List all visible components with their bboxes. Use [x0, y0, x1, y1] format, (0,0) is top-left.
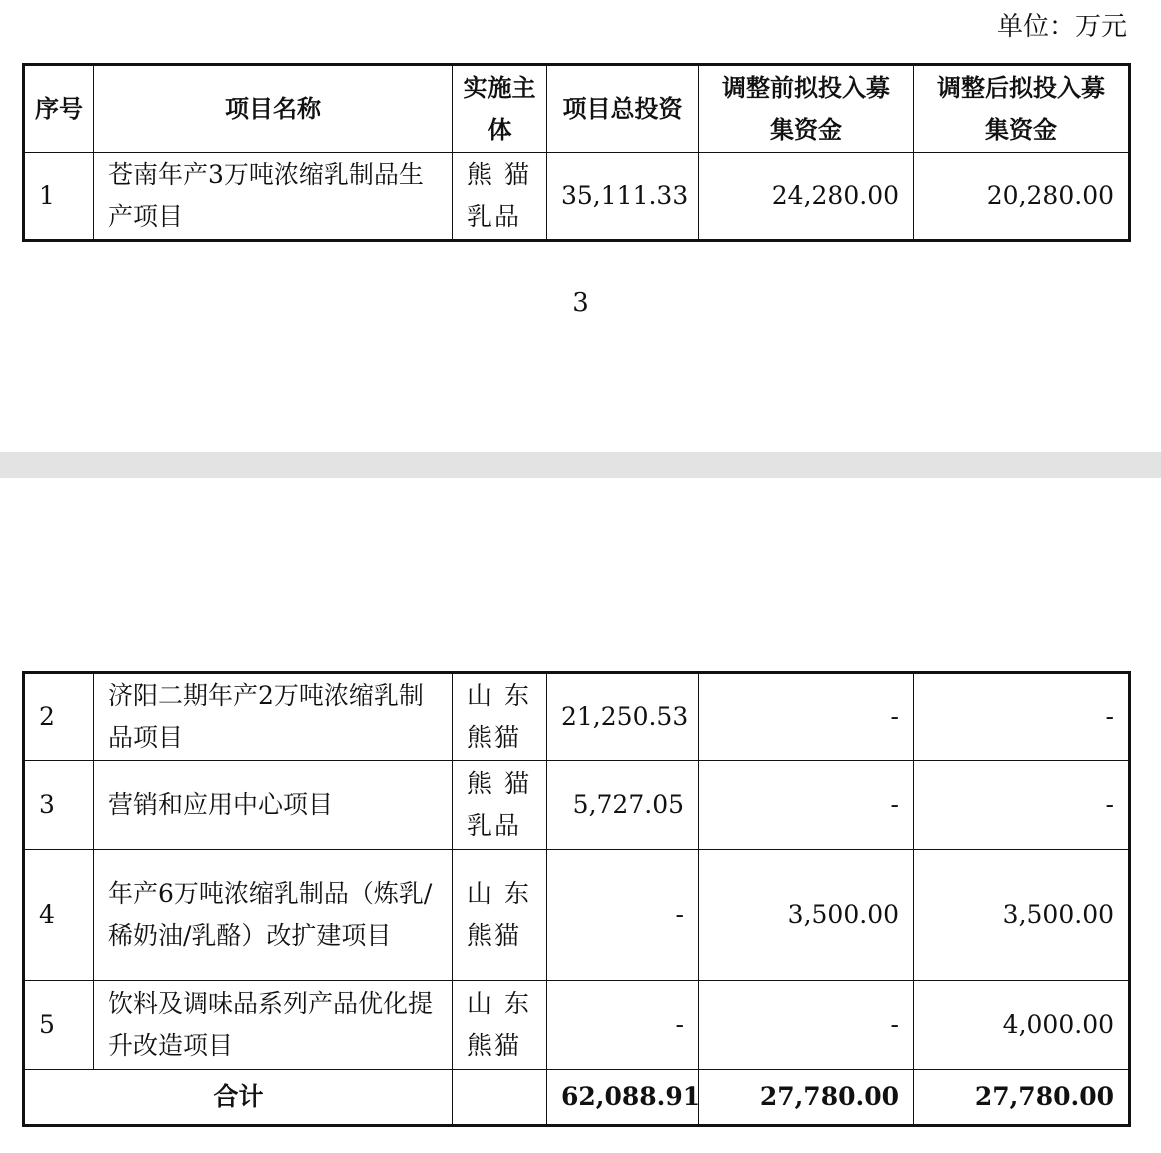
header-after: 调整后拟投入募集资金 — [914, 65, 1130, 153]
row-total: - — [547, 981, 699, 1070]
page-number: 3 — [572, 288, 589, 318]
row-seq: 3 — [24, 761, 94, 850]
total-before: 27,780.00 — [699, 1070, 914, 1126]
table-row — [24, 761, 1130, 850]
row-before: - — [699, 981, 914, 1070]
total-row — [24, 1070, 1130, 1126]
row-entity: 熊 猫 乳品 — [453, 153, 547, 241]
row-name: 苍南年产3万吨浓缩乳制品生产项目 — [94, 153, 453, 241]
row-seq: 1 — [24, 153, 94, 241]
row-entity: 熊 猫 乳品 — [453, 761, 547, 850]
row-total: 35,111.33 — [547, 153, 699, 241]
row-before: - — [699, 761, 914, 850]
row-name: 济阳二期年产2万吨浓缩乳制品项目 — [94, 673, 453, 761]
row-name: 年产6万吨浓缩乳制品（炼乳/稀奶油/乳酪）改扩建项目 — [94, 850, 453, 981]
header-entity: 实施主体 — [453, 65, 547, 153]
row-total: - — [547, 850, 699, 981]
row-total: 21,250.53 — [547, 673, 699, 761]
unit-label: 单位：万元 — [996, 12, 1127, 42]
projects-table-part-2 — [22, 671, 1131, 1127]
total-after: 27,780.00 — [914, 1070, 1130, 1126]
row-entity: 山 东 熊猫 — [453, 850, 547, 981]
total-label: 合计 — [24, 1070, 453, 1126]
row-after: - — [914, 761, 1130, 850]
row-before: - — [699, 673, 914, 761]
table-row — [24, 981, 1130, 1070]
header-before: 调整前拟投入募集资金 — [699, 65, 914, 153]
header-name: 项目名称 — [94, 65, 453, 153]
row-name: 营销和应用中心项目 — [94, 761, 453, 850]
header-total: 项目总投资 — [547, 65, 699, 153]
row-before: 3,500.00 — [699, 850, 914, 981]
row-seq: 4 — [24, 850, 94, 981]
row-after: 4,000.00 — [914, 981, 1130, 1070]
row-before: 24,280.00 — [699, 153, 914, 241]
total-total: 62,088.91 — [547, 1070, 699, 1126]
row-total: 5,727.05 — [547, 761, 699, 850]
page-separator — [0, 452, 1161, 478]
table-row — [24, 153, 1130, 241]
header-seq: 序号 — [24, 65, 94, 153]
row-after: 20,280.00 — [914, 153, 1130, 241]
row-seq: 5 — [24, 981, 94, 1070]
table-row — [24, 850, 1130, 981]
row-seq: 2 — [24, 673, 94, 761]
row-after: 3,500.00 — [914, 850, 1130, 981]
projects-table-part-1 — [22, 63, 1131, 242]
row-after: - — [914, 673, 1130, 761]
table-row — [24, 673, 1130, 761]
row-name: 饮料及调味品系列产品优化提升改造项目 — [94, 981, 453, 1070]
total-entity — [453, 1070, 547, 1126]
row-entity: 山 东 熊猫 — [453, 673, 547, 761]
row-entity: 山 东 熊猫 — [453, 981, 547, 1070]
table-header-row — [24, 65, 1130, 153]
